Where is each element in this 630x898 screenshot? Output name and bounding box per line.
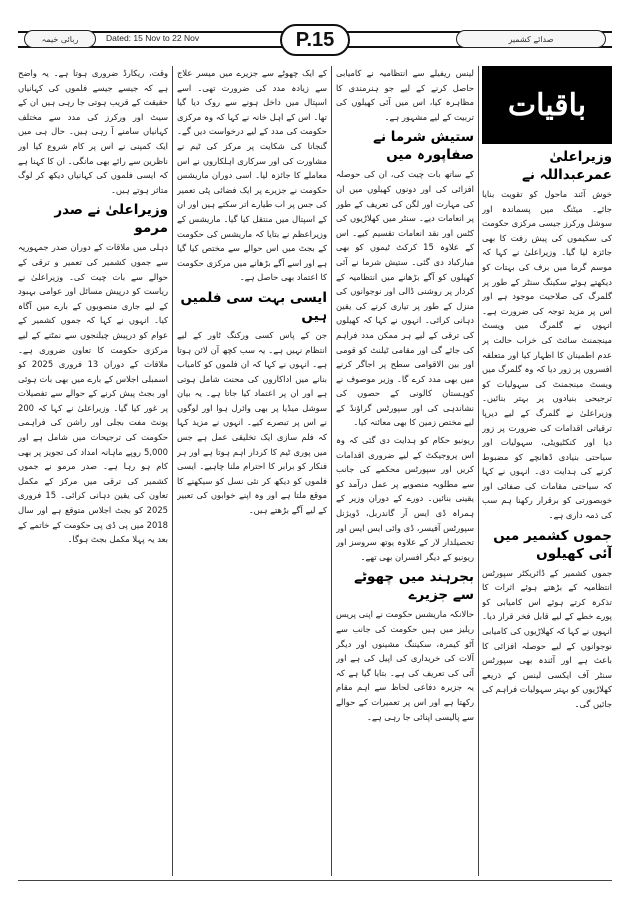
header-left-ornament — [24, 30, 96, 48]
bottom-rule — [18, 880, 612, 881]
column-divider — [478, 66, 479, 876]
article-body: دہلی میں ملاقات کے دوران صدر جمہوریہ سے جموں کشمیر کی تعمیر و ترقی کے حوالے سے بات چیت کی۔ وزیراعلیٰ نے ریاست کو درپیش مسائل اور عوامی بہبود کے لیے جاری منصوبوں کے بارے میں آگاہ کیا۔ انہوں نے کہا کہ جموں کشمیر کے عوام کو درپیش چیلنجوں سے نمٹنے کے لیے مرکزی حکومت کا تعاون ضروری ہے۔ ملاقات کے دوران 13 فروری 2025 کو اسمبلی اجلاس کے بارے میں بھی بات ہوئی اور بجٹ پیش کرنے کے حوالے سے تفصیلات پر غور کیا گیا۔ وزیراعلیٰ نے کہا کہ 200 یونٹ مفت بجلی اور راشن کی فراہمی حکومت کی ترجیحات میں شامل ہے اور 5,000 روپے ماہانہ امداد کی تجویز پر بھی کام ہو رہا ہے۔ صدر مرمو نے جموں کشمیر کی ترقی میں مرکز کے مکمل تعاون کی یقین دہانی کرائی۔ 15 فروری 2025 کو بجٹ اجلاس متوقع ہے اور سال 2018 میں پی ڈی پی حکومت کے خاتمے کے بعد یہ پہلا مکمل بجٹ ہوگا۔ — [18, 242, 168, 545]
article-body: وقت، ریکارڈ ضروری ہوتا ہے۔ یہ واضح ہے کہ جیسے جیسے فلموں کی کہانیاں حقیقت کے قریب ہوتی جا رہی ہیں ان کے سیٹ اور ورکرز کی مدد سے مختلف کہانیاں سامنے آ رہی ہیں۔ حال ہی میں ایک کمپنی نے اس پر کام شروع کیا اور ناظرین سے رائے بھی مانگی۔ ان کا کہنا ہے کہ ایسی فلموں کی کہانیاں دیکھ کر لوگ متاثر ہوتے ہیں۔ — [18, 68, 168, 195]
article-body: لینس ریفیلے سے انتظامیہ نے کامیابی حاصل کرنے کے لیے جو ہنرمندی کا مظاہرہ کیا، اس میں آئی کھیلوں کی تربیت کے لیے مشہور ہے۔ — [336, 68, 474, 122]
article-headline: جموں کشمیر میں آئی کھیلوں — [493, 527, 612, 562]
column-divider — [331, 66, 332, 876]
masthead-logo — [456, 30, 606, 48]
column-1 — [482, 66, 612, 876]
section-banner-label: باقیات — [507, 87, 587, 123]
column-2 — [336, 66, 474, 876]
article-headline: وزیراعلیٰ نے صدر مرمو — [54, 202, 168, 237]
article-body: حالانکہ ماریشس حکومت نے اپنی پریس ریلیز میں ہیں حکومت کی جانب سے آٹو کیمرہ، سکیننگ مشینوں اور دیگر آلات کی خریداری کی اپیل کی ہے اور آئی کی تعریف کی ہے۔ بتایا گیا ہے کہ یہ جزیرہ دفاعی لحاظ سے اہم مقام رکھتا ہے اور اس پر تعمیرات کے حوالے سے پالیسی اپنائی جا رہی ہے۔ — [336, 609, 474, 722]
page-number: P.15 — [280, 24, 350, 56]
article-body: خوش آئند ماحول کو تقویت بنایا جائے۔ میٹنگ میں پسماندہ اور سوشل ورکرز جیسی مرکزی حکومت کی سکیموں کی پیش رفت کا بھی جائزہ لیا گیا۔ وزیراعلیٰ نے کہا کہ موسم گرما میں برف کی بہتات کو دیکھتے ہوئے سکینگ سنٹر کے طور پر گلمرگ کی صلاحیت موجود ہے اور اس پر مزید توجہ کی ضرورت ہے۔ انہوں نے گلمرگ میں ویسٹ مینجمنٹ سائٹ کی خراب حالت پر عدم اطمینان کا اظہار کیا اور متعلقہ افسروں پر زور دیا کہ وہ گلمرگ میں ویسٹ مینجمنٹ کی سہولیات کو ترجیحی بنیادوں پر بہتر بنائیں۔ وزیراعلیٰ نے گلمرگ کے لیے دیرپا ترقیاتی اقدامات کی ضرورت پر زور دیا اور کنکٹیویٹی، سہولیات اور سیاحتی بنیادی ڈھانچے کو مضبوط کرنے کی ہدایت دی۔ انہوں نے کہا کہ سیاحتی مقامات کی صفائی اور خوبصورتی کو برقرار رکھنا ہم سب کی ذمہ داری ہے۔ — [482, 189, 612, 521]
article-body: ریونیو حکام کو ہدایت دی گئی کہ وہ اس پروجیکٹ کے لیے ضروری اقدامات کریں اور سپورٹس محکمے کی جانب سے مطلوبہ منصوبے پر عمل درآمد کو یقینی بنائیں۔ دورے کے دوران وزیر کے ہمراہ ڈی ایس آر گاندربل، ڈویژنل سپورٹس آفیسر، ڈی وائی ایس ایس اور تحصیلدار لار کے علاوہ یوتھ سروسز اور ریونیو کے دیگر افسران بھی تھے۔ — [336, 435, 474, 562]
header-dated: Dated: 15 Nov to 22 Nov — [106, 33, 200, 43]
article-headline: وزیراعلیٰ عمرعبداللہ نے — [522, 149, 612, 183]
section-banner — [482, 66, 612, 144]
article-body: کے ایک چھوٹے سے جزیرے میں میسر علاج سے زیادہ مدد کی ضرورت تھی۔ اسے اسپتال میں داخل ہونے سے روک دیا گیا تھا۔ اس کے اہل خانہ نے کہا کہ وہ مرکزی حکومت کی مدد کے لیے درخواست دیں گے۔ گنجانا کی شکایت پر مرکز کی ٹیم نے مشاورت کی اور سرکاری اہلکاروں نے اس معاملے کا جائزہ لیا۔ اسی دوران ماریشس حکومت نے جزیرے پر ایک فضائی پٹی تعمیر کی جس پر اب طیارے اتر سکتے ہیں اور ان کے اسپتال میں منتقل کیا گیا۔ ماریشس کے وزیراعظم نے بتایا کہ ماریشس کی حکومت کے بجٹ میں اس حوالے سے مختص کیا گیا ہے اور اسے آگے بڑھانے میں مرکزی حکومت کا اعتماد بھی حاصل ہے۔ — [177, 68, 327, 283]
header-left-label: ربائی خیمہ — [41, 34, 79, 44]
article-body: کے ساتھ بات چیت کی، ان کی حوصلہ افزائی کی اور دونوں کھیلوں میں ان کی مہارت اور لگن کی تعریف کے طور پر انعامات دیے۔ سنٹر میں کھلاڑیوں کی کٹس اور نقد انعامات تقسیم کیے۔ اس کے علاوہ 15 کرکٹ ٹیموں کو بھی مبارکباد دی گئی۔ ستیش شرما نے آئی کھیلوں کو آگے بڑھانے میں انتظامیہ کے کردار پر روشنی ڈالی اور نوجوانوں کی منزل کے طور پر تیاری کرنے کی یقین دہانی کرائی۔ انہوں نے کہا کہ کھیلوں کی ترقی کے لیے ہر ممکن مدد فراہم کی جائے گی اور مقامی ٹیلنٹ کو قومی اور بین الاقوامی سطح پر اجاگر کرنے میں بھی مدد کرے گا۔ وزیر موصوف نے کوہستان کالونی کے حصوں کی نشاندہی کی اور سپورٹس گراؤنڈ کے لیے مختص زمین کا بھی معائنہ کیا۔ — [336, 169, 474, 428]
column-divider — [172, 66, 173, 876]
column-4 — [18, 66, 168, 876]
page-header — [18, 24, 612, 56]
column-3 — [177, 66, 327, 876]
article-headline: بجرہند میں چھوٹے سے جزیرے — [354, 569, 474, 604]
article-body: جموں کشمیر کے ڈائریکٹر سپورٹس انتظامیہ کے بڑھتے ہوئے اثرات کا تذکرہ کرتے ہوئے اس کامیابی کو پورے خطے کے لیے قابل فخر قرار دیا۔ انہوں نے کہا کہ کھلاڑیوں کی کامیابی نوجوانوں کے لیے حوصلہ افزائی کا باعث ہے اور آئندہ بھی سپورٹس سنٹر آف ایکسی لینس کے ذریعے کھلاڑیوں کو بہتر سہولیات فراہم کی جائیں گی۔ — [482, 567, 612, 709]
article-headline: ستیش شرما نے صفاپورہ میں — [373, 129, 474, 164]
article-body: جن کے پاس کسی ورکنگ ٹاور کے لیے انتظام نہیں ہے۔ یہ سب کچھ آن لائن ہوتا ہے۔ انہوں نے کہا کہ ان فلموں کو کامیاب بنانے میں اداکاروں کی محنت شامل ہوتی ہے اور ان پر اعتماد کیا جاتا ہے۔ یہ بیان سوشل میڈیا پر بھی وائرل ہوا اور لوگوں نے اس پر تبصرے کیے۔ انہوں نے مزید کہا کہ فلم سازی ایک تخلیقی عمل ہے جس میں پوری ٹیم کا کردار اہم ہوتا ہے اور ہر فنکار کو برابر کا احترام ملنا چاہیے۔ ایسی فلموں کو دیکھ کر نئی نسل کو سیکھنے کا موقع ملتا ہے اور وہ اپنے خوابوں کی تعبیر کے لیے آگے بڑھتے ہیں۔ — [177, 329, 327, 516]
masthead-label: صدائے کشمیر — [508, 34, 554, 44]
article-headline: ایسی بہت سی فلمیں ہیں — [180, 289, 327, 324]
